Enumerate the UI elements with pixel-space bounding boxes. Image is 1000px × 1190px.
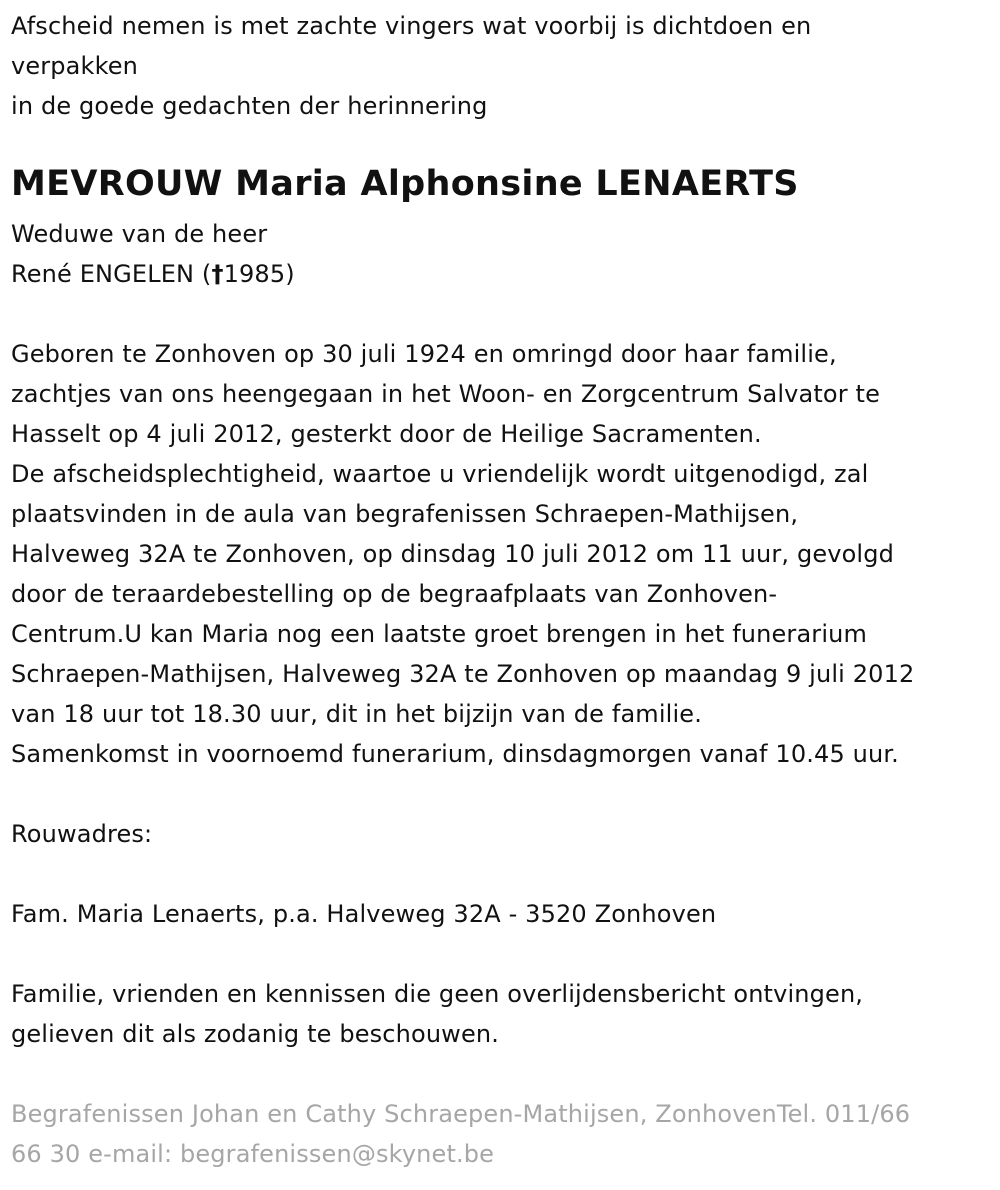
spouse-death-year: 1985) [223,260,295,288]
spouse-line [11,254,295,294]
deceased-name: MEVROUW Maria Alphonsine LENAERTS [11,164,799,204]
mourning-address-label: Rouwadres: [11,820,153,848]
notice-line-1: Familie, vrienden en kennissen die geen overlijdensbericht ontvingen, [11,980,864,1008]
announcement-line: De afscheidsplechtigheid, waartoe u vriendelijk wordt uitgenodigd, zal [11,460,869,488]
announcement-line: Samenkomst in voornoemd funerarium, dinsdagmorgen vanaf 10.45 uur. [11,740,899,768]
mourning-address: Fam. Maria Lenaerts, p.a. Halveweg 32A - 3520 Zonhoven [11,900,717,928]
announcement-line: Hasselt op 4 juli 2012, gesterkt door de Heilige Sacramenten. [11,420,762,448]
poem-line-3: in de goede gedachten der herinnering [11,92,488,120]
poem-line-2: verpakken [11,52,139,80]
cross-icon: † [211,260,224,288]
announcement-line: plaatsvinden in de aula van begrafenissen Schraepen-Mathijsen, [11,500,799,528]
announcement-line: Centrum.U kan Maria nog een laatste groet brengen in het funerarium [11,620,868,648]
spouse-name: René ENGELEN ( [11,260,212,288]
poem-line-1: Afscheid nemen is met zachte vingers wat voorbij is dichtdoen en [11,12,812,40]
funeral-home-line-2: 66 30 e-mail: begrafenissen@skynet.be [11,1140,495,1168]
announcement-line: Schraepen-Mathijsen, Halveweg 32A te Zonhoven op maandag 9 juli 2012 [11,660,915,688]
announcement-line: zachtjes van ons heengegaan in het Woon- en Zorgcentrum Salvator te [11,380,881,408]
relation-label: Weduwe van de heer [11,220,268,248]
announcement-line: Halveweg 32A te Zonhoven, op dinsdag 10 juli 2012 om 11 uur, gevolgd [11,540,895,568]
announcement-line: van 18 uur tot 18.30 uur, dit in het bijzijn van de familie. [11,700,702,728]
announcement-line: door de teraardebestelling op de begraafplaats van Zonhoven- [11,580,778,608]
notice-line-2: gelieven dit als zodanig te beschouwen. [11,1020,500,1048]
funeral-home-line-1: Begrafenissen Johan en Cathy Schraepen-Mathijsen, ZonhovenTel. 011/66 [11,1100,911,1128]
announcement-line: Geboren te Zonhoven op 30 juli 1924 en omringd door haar familie, [11,340,837,368]
